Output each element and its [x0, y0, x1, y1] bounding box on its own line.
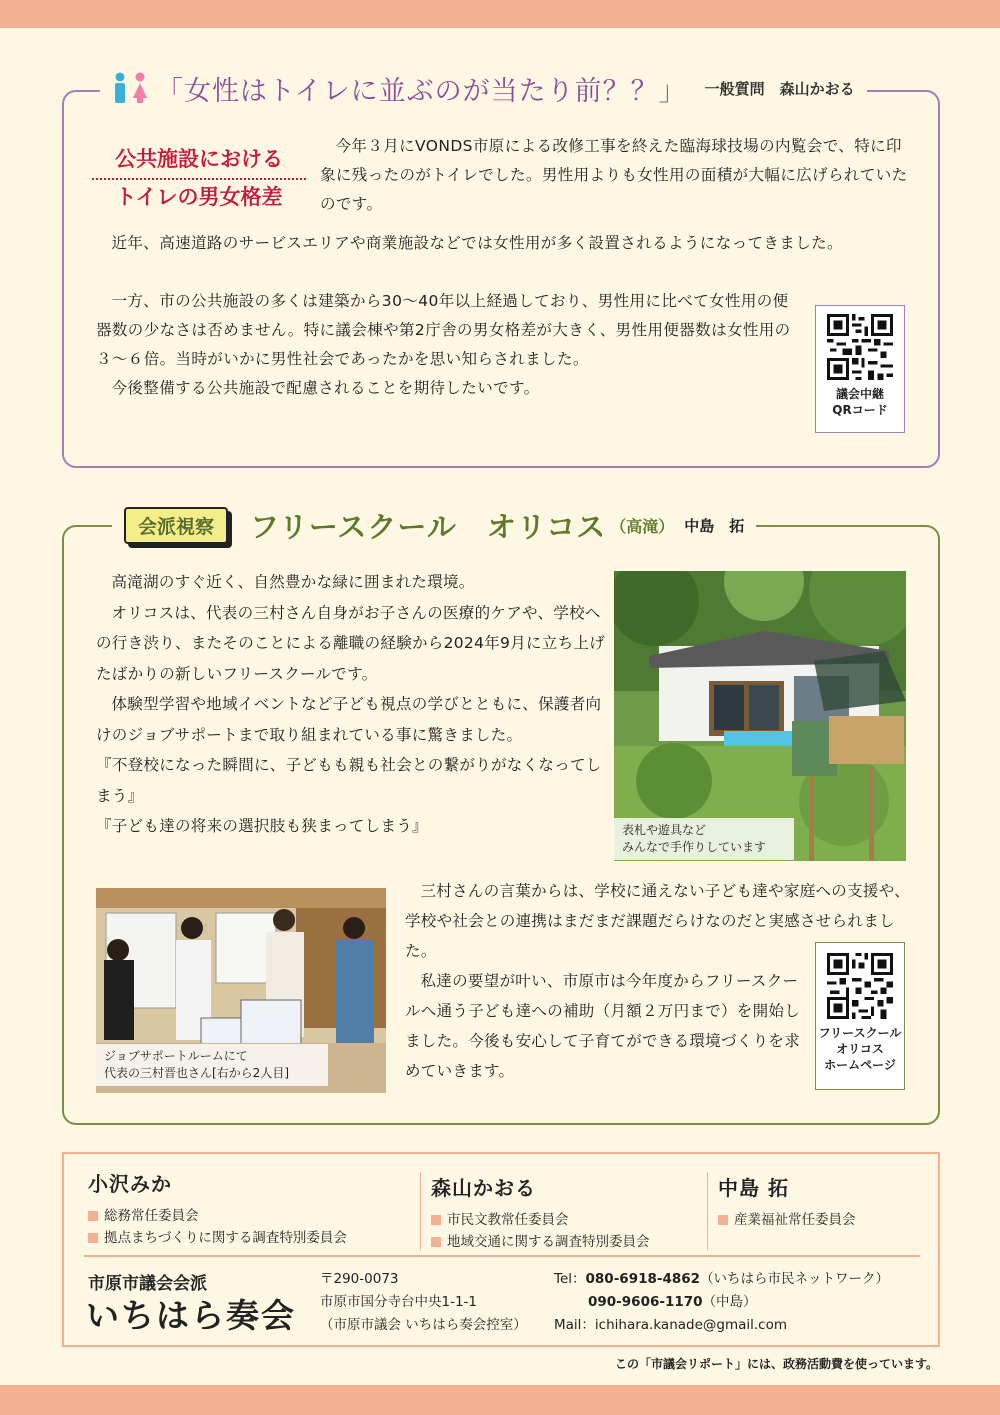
paragraph: 三村さんの言葉からは、学校に通えない子ども達や家庭への支援や、学校や社会との連携はまだまだ課題だらけなのだと実感させられました。	[405, 882, 910, 960]
members-footer	[62, 1152, 940, 1347]
paragraph: 高滝湖のすぐ近く、自然豊かな緑に囲まれた環境。	[111, 573, 475, 591]
paragraph: 近年、高速道路のサービスエリアや商業施設などでは女性用が多く設置されるようになってきました。	[111, 234, 843, 252]
member-name: 中島 拓	[718, 1176, 789, 1200]
article-author: 中島 拓	[684, 516, 745, 535]
category-badge: 会派視察	[124, 507, 228, 544]
member-column: 森山かおる 市民文教常任委員会 地域交通に関する調査特別委員会	[420, 1172, 650, 1250]
paragraph: 一方、市の公共施設の多くは建築から30～40年以上経過しており、男性用に比べて女性用の便器数の少なさは否めません。特に議会棟や第2庁舎の男女格差が大きく、男性用便器数は女性用の３～６倍。当時がいかに男性社会であったかを思い知らされました。	[96, 292, 791, 368]
bullet-square-icon	[88, 1233, 98, 1243]
article-author: 一般質問 森山かおる	[704, 79, 855, 98]
photo-caption: 表札や遊具など みんなで手作りしています	[614, 818, 794, 860]
article-body-left	[96, 567, 606, 842]
qr-code-box[interactable]: フリースクール オリコス ホームページ	[815, 942, 905, 1090]
bullet-square-icon	[718, 1215, 728, 1225]
member-name: 森山かおる	[431, 1176, 536, 1200]
quote: 『子ども達の将来の選択肢も狭まってしまう』	[96, 817, 428, 835]
member-column: 小沢みか 総務常任委員会 拠点まちづくりに関する調査特別委員会	[88, 1168, 347, 1249]
quote: 『不登校になった瞬間に、子どもも親も社会との繋がりがなくなってしまう』	[96, 756, 602, 805]
paragraph: 私達の要望が叶い、市原市は今年度からフリースクールへ通う子ども達への補助（月額２万円まで）を開始しました。今後も安心して子育てができる環境づくりを求めていきます。	[405, 972, 801, 1080]
qr-code-box[interactable]: 議会中継 QRコード	[815, 305, 905, 433]
paragraph: 体験型学習や地域イベントなど子ども視点の学びとともに、保護者向けのジョブサポートまで取り組まれている事に驚きました。	[96, 695, 602, 744]
article-heading: フリースクール オリコス	[250, 509, 607, 544]
top-band	[0, 0, 1000, 28]
bottom-band	[0, 1385, 1000, 1415]
bullet-square-icon	[431, 1215, 441, 1225]
phone-link[interactable]: 080-6918-4862	[585, 1271, 701, 1287]
paragraph: オリコスは、代表の三村さん自身がお子さんの医療的ケアや、学校への行き渋り、またそのことによる離職の経験から2024年9月に立ち上げたばかりの新しいフリースクールです。	[96, 603, 606, 683]
male-female-icon	[112, 72, 148, 104]
member-column: 中島 拓 産業福祉常任委員会	[707, 1172, 856, 1250]
bullet-square-icon	[431, 1237, 441, 1247]
bullet-square-icon	[88, 1211, 98, 1221]
member-name: 小沢みか	[88, 1172, 172, 1196]
funding-note: この「市議会リポート」には、政務活動費を使っています。	[614, 1357, 938, 1371]
qr-code-icon	[827, 953, 893, 1019]
group-name: いちはら奏会	[86, 1296, 296, 1335]
article-location: （高滝）	[610, 516, 675, 536]
paragraph: 今後整備する公共施設で配慮されることを期待したいです。	[111, 379, 540, 397]
footer-divider	[84, 1255, 920, 1257]
address-block: 〒290-0073 市原市国分寺台中央1-1-1 （市原市議会 いちはら奏会控室）	[320, 1271, 527, 1333]
qr-code-icon	[827, 314, 893, 380]
paragraph-group	[96, 287, 796, 403]
group-label: 市原市議会会派	[88, 1274, 207, 1294]
paragraph: 今年３月にVONDS市原による改修工事を終えた臨海球技場の内覧会で、特に印象に残ったのがトイレでした。男性用よりも女性用の面積が大幅に広げられていたのです。	[320, 137, 908, 213]
email-link[interactable]: Mail：ichihara.kanade@gmail.com	[554, 1317, 788, 1333]
toilet-article-title	[100, 64, 867, 112]
article-subheading: 公共施設における トイレの男女格差	[92, 142, 306, 214]
freeschool-article-title	[112, 502, 756, 548]
article-heading: 「女性はトイレに並ぶのが当たり前？？」	[156, 75, 687, 107]
photo-caption: ジョブサポートルームにて 代表の三村晋也さん[右から2人目]	[96, 1044, 328, 1086]
phone-link[interactable]: 090-9606-1170	[588, 1294, 703, 1310]
contact-block: Tel：080-6918-4862（いちはら市民ネットワーク） 090-9606-1170（中島） Mail：ichihara.kanade@gmail.com	[554, 1268, 889, 1337]
